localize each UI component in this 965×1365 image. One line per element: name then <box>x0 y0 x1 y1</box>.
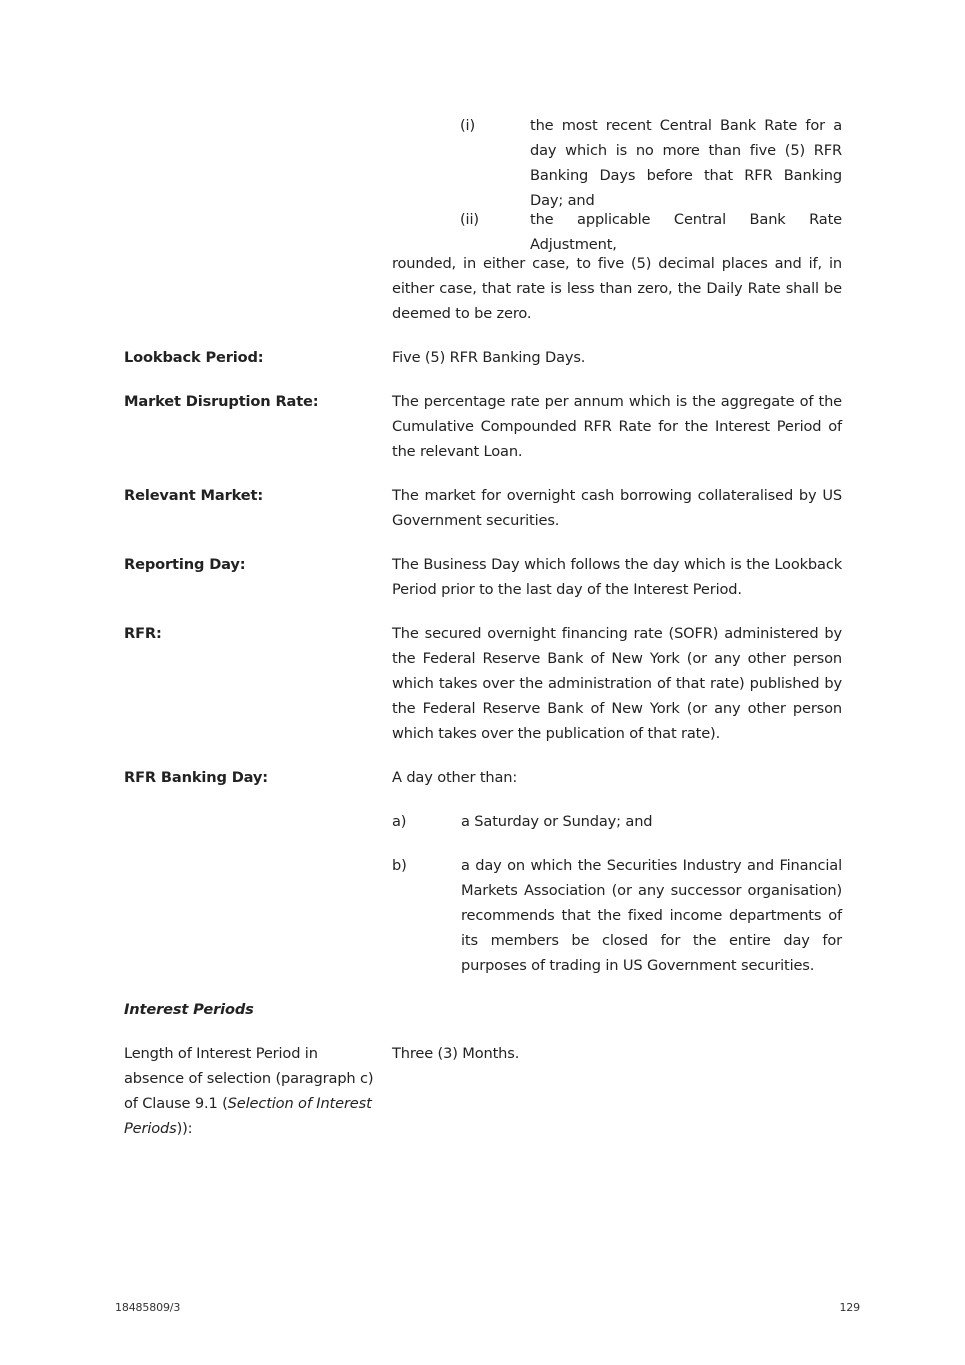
term-rfr-banking-day: RFR Banking Day: <box>124 769 268 786</box>
term-lookback-period: Lookback Period: <box>124 349 264 366</box>
definition-relevant-market: The market for overnight cash borrowing collateralised by US Government securities. <box>392 487 842 529</box>
definition-rfr-banking-day: A day other than: <box>392 769 518 786</box>
term-label-italic-ref: Selection of Interest Periods <box>124 1095 372 1137</box>
item-number-i: (i) <box>460 117 475 134</box>
item-text-b: a day on which the Securities Industry and Financial Markets Association (or any successor organisation) recommends that the fixed income departments of its members be closed for the entire day for purposes of trading in US Government securities. <box>461 857 842 974</box>
definition-reporting-day: The Business Day which follows the day which is the Lookback Period prior to the last day of the Interest Period. <box>392 556 842 598</box>
footer-document-reference: 18485809/3 <box>115 1301 181 1314</box>
item-number-ii: (ii) <box>460 211 479 228</box>
item-text-i: the most recent Central Bank Rate for a day which is no more than five (5) RFR Banking Days before that RFR Banking Day; and <box>530 117 842 209</box>
item-text-ii: the applicable Central Bank Rate Adjustment, <box>530 211 842 253</box>
term-rfr: RFR: <box>124 625 162 642</box>
term-length-of-interest-period <box>124 1041 374 1141</box>
item-number-a: a) <box>392 813 407 830</box>
definition-length-of-interest-period: Three (3) Months. <box>392 1045 520 1062</box>
term-reporting-day: Reporting Day: <box>124 556 246 573</box>
footer-page-number: 129 <box>839 1301 860 1314</box>
term-relevant-market: Relevant Market: <box>124 487 264 504</box>
item-number-b: b) <box>392 857 407 874</box>
definition-market-disruption-rate: The percentage rate per annum which is the aggregate of the Cumulative Compounded RFR Rate for the Interest Period of the relevant Loan. <box>392 393 842 460</box>
definition-rfr: The secured overnight financing rate (SOFR) administered by the Federal Reserve Bank of New York (or any other person which takes over the administration of that rate) published by the Federal Reserve Bank of New York (or any other person which takes over the publication of that rate). <box>392 625 842 742</box>
item-text-a: a Saturday or Sunday; and <box>461 813 653 830</box>
section-heading-interest-periods: Interest Periods <box>124 1001 254 1018</box>
term-market-disruption-rate: Market Disruption Rate: <box>124 393 319 410</box>
definition-lookback-period: Five (5) RFR Banking Days. <box>392 349 586 366</box>
term-label-part1: Length of Interest Period in absence of selection (paragraph c) of Clause 9.1 ( <box>124 1045 374 1112</box>
term-label-part2: )): <box>176 1120 193 1137</box>
rounding-paragraph: rounded, in either case, to five (5) decimal places and if, in either case, that rate is less than zero, the Daily Rate shall be deemed to be zero. <box>392 255 842 322</box>
